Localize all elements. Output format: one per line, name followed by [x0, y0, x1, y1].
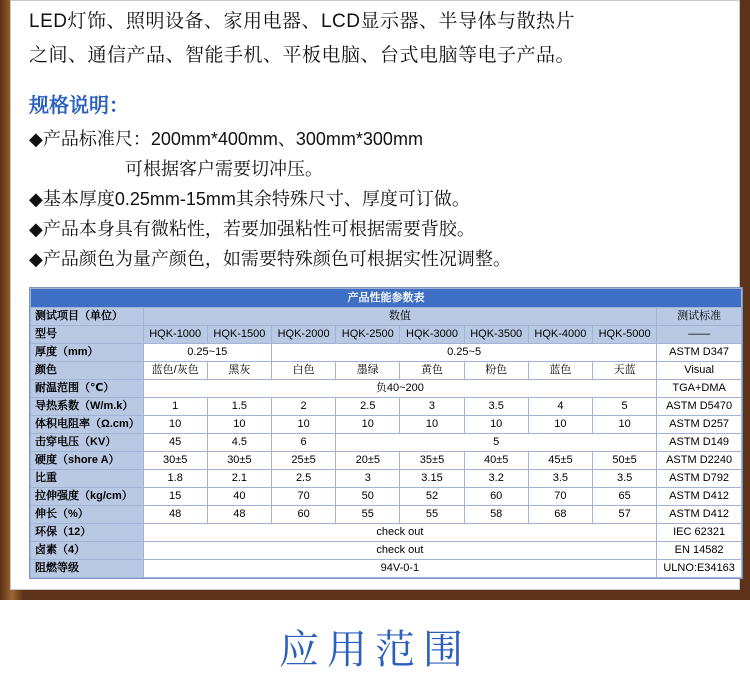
table-cell: 2.5	[336, 398, 400, 416]
table-cell: 65	[593, 488, 657, 506]
table-cell: 3.2	[464, 470, 528, 488]
standard-cell: ASTM D149	[657, 434, 742, 452]
table-cell: 3.15	[400, 470, 464, 488]
table-cell: 3.5	[593, 470, 657, 488]
table-model-row	[31, 326, 742, 344]
intro-line-2: 之间、通信产品、智能手机、平板电脑、台式电脑等电子产品。	[29, 45, 576, 66]
table-cell: 20±5	[336, 452, 400, 470]
row-label: 拉伸强度（kg/cm）	[31, 488, 144, 506]
table-cell: 白色	[271, 362, 335, 380]
table-cell: 52	[400, 488, 464, 506]
application-section	[0, 600, 750, 686]
table-cell: 1	[143, 398, 207, 416]
table-cell: 10	[207, 416, 271, 434]
row-label: 厚度（mm）	[31, 344, 144, 362]
application-title: 应用范围	[279, 627, 471, 673]
model-cell: HQK-3500	[464, 326, 528, 344]
table-cell: check out	[143, 524, 657, 542]
table-cell: 2.1	[207, 470, 271, 488]
product-parameter-table	[30, 288, 742, 578]
table-cell: 负40~200	[143, 380, 657, 398]
row-label: 体积电阻率（Ω.cm）	[31, 416, 144, 434]
table-row	[31, 488, 742, 506]
row-label: 耐温范围（℃）	[31, 380, 144, 398]
table-cell: 25±5	[271, 452, 335, 470]
spec-table-container	[29, 287, 743, 579]
spec-line-3: ◆基本厚度0.25mm-15mm其余特殊尺寸、厚度可订做。	[29, 189, 470, 209]
table-cell: 蓝色	[528, 362, 592, 380]
row-label: 伸长（%）	[31, 506, 144, 524]
table-row	[31, 434, 742, 452]
model-cell: HQK-1500	[207, 326, 271, 344]
table-cell: 55	[400, 506, 464, 524]
standard-cell: Visual	[657, 362, 742, 380]
table-cell: 45	[143, 434, 207, 452]
table-cell: 10	[143, 416, 207, 434]
table-cell: 3.5	[464, 398, 528, 416]
row-label: 导热系数（W/m.k）	[31, 398, 144, 416]
table-row	[31, 506, 742, 524]
intro-line-1: LED灯饰、照明设备、家用电器、LCD显示器、半导体与散热片	[29, 11, 575, 32]
table-cell: 蓝色/灰色	[143, 362, 207, 380]
spec-line-4: ◆产品本身具有微粘性，若要加强粘性可根据需要背胶。	[29, 219, 475, 239]
standard-cell: ASTM D792	[657, 470, 742, 488]
table-cell: 48	[143, 506, 207, 524]
table-cell: 10	[336, 416, 400, 434]
table-row	[31, 362, 742, 380]
table-cell: 40±5	[464, 452, 528, 470]
table-head	[31, 289, 742, 344]
row-label-model: 型号	[31, 326, 144, 344]
table-cell: 45±5	[528, 452, 592, 470]
model-cell: HQK-3000	[400, 326, 464, 344]
standard-cell: EN 14582	[657, 542, 742, 560]
table-row	[31, 380, 742, 398]
model-cell: HQK-5000	[593, 326, 657, 344]
table-cell: 2.5	[271, 470, 335, 488]
text-content	[29, 1, 721, 274]
standard-cell: ASTM D5470	[657, 398, 742, 416]
standard-cell: TGA+DMA	[657, 380, 742, 398]
table-cell: 10	[400, 416, 464, 434]
table-cell: 10	[528, 416, 592, 434]
spec-line-1: ◆产品标准尺：200mm*400mm、300mm*300mm	[29, 129, 423, 149]
table-caption: 产品性能参数表	[31, 289, 742, 308]
model-cell: HQK-2000	[271, 326, 335, 344]
table-cell: 10	[271, 416, 335, 434]
table-cell: 50±5	[593, 452, 657, 470]
model-cell: HQK-1000	[143, 326, 207, 344]
table-row	[31, 398, 742, 416]
standard-cell: ASTM D347	[657, 344, 742, 362]
standard-cell: ASTM D2240	[657, 452, 742, 470]
model-cell: HQK-4000	[528, 326, 592, 344]
table-cell: 黑灰	[207, 362, 271, 380]
table-cell: 50	[336, 488, 400, 506]
table-cell: 40	[207, 488, 271, 506]
table-cell: 0.25~15	[143, 344, 271, 362]
standard-cell: ASTM D412	[657, 488, 742, 506]
table-cell: 天蓝	[593, 362, 657, 380]
table-cell: check out	[143, 542, 657, 560]
table-cell: 58	[464, 506, 528, 524]
table-group-row	[31, 308, 742, 326]
row-label: 卤素（4）	[31, 542, 144, 560]
model-standard: ——	[657, 326, 742, 344]
spec-line-5: ◆产品颜色为量产颜色，如需要特殊颜色可根据实性况调整。	[29, 249, 511, 269]
table-cell: 68	[528, 506, 592, 524]
table-row	[31, 452, 742, 470]
table-cell: 墨绿	[336, 362, 400, 380]
standard-cell: ASTM D257	[657, 416, 742, 434]
table-cell: 10	[593, 416, 657, 434]
row-label: 比重	[31, 470, 144, 488]
spec-heading: 规格说明：	[29, 95, 129, 117]
table-cell: 3.5	[528, 470, 592, 488]
row-label: 颜色	[31, 362, 144, 380]
row-label: 硬度（shore A）	[31, 452, 144, 470]
table-cell: 35±5	[400, 452, 464, 470]
table-cell: 2	[271, 398, 335, 416]
table-cell: 60	[464, 488, 528, 506]
model-cell: HQK-2500	[336, 326, 400, 344]
table-cell: 60	[271, 506, 335, 524]
table-row	[31, 524, 742, 542]
table-row	[31, 560, 742, 578]
standard-cell: ULNO:E34163	[657, 560, 742, 578]
table-cell: 黄色	[400, 362, 464, 380]
table-caption-row	[31, 289, 742, 308]
table-cell: 1.5	[207, 398, 271, 416]
table-cell: 5	[593, 398, 657, 416]
table-cell: 30±5	[143, 452, 207, 470]
table-cell: 57	[593, 506, 657, 524]
table-cell: 4.5	[207, 434, 271, 452]
table-cell: 48	[207, 506, 271, 524]
row-label: 击穿电压（KV）	[31, 434, 144, 452]
table-cell: 3	[336, 470, 400, 488]
table-body	[31, 344, 742, 578]
table-cell: 粉色	[464, 362, 528, 380]
table-row	[31, 470, 742, 488]
intro-paragraph	[29, 1, 721, 73]
standard-cell: IEC 62321	[657, 524, 742, 542]
col-values-group: 数值	[143, 308, 657, 326]
table-cell: 6	[271, 434, 335, 452]
table-row	[31, 542, 742, 560]
spec-line-2: 可根据客户需要切冲压。	[125, 159, 323, 179]
table-cell: 70	[271, 488, 335, 506]
table-row	[31, 416, 742, 434]
table-cell: 55	[336, 506, 400, 524]
table-cell: 94V-0-1	[143, 560, 657, 578]
row-label: 阻燃等级	[31, 560, 144, 578]
table-cell: 30±5	[207, 452, 271, 470]
table-cell: 3	[400, 398, 464, 416]
table-cell: 5	[336, 434, 657, 452]
table-row	[31, 344, 742, 362]
col-standard: 测试标准	[657, 308, 742, 326]
col-test-item: 测试项目（单位）	[31, 308, 144, 326]
document-page	[10, 0, 740, 590]
table-cell: 1.8	[143, 470, 207, 488]
row-label: 环保（12）	[31, 524, 144, 542]
table-cell: 4	[528, 398, 592, 416]
standard-cell: ASTM D412	[657, 506, 742, 524]
table-cell: 0.25~5	[271, 344, 656, 362]
table-cell: 10	[464, 416, 528, 434]
table-cell: 15	[143, 488, 207, 506]
table-cell: 70	[528, 488, 592, 506]
